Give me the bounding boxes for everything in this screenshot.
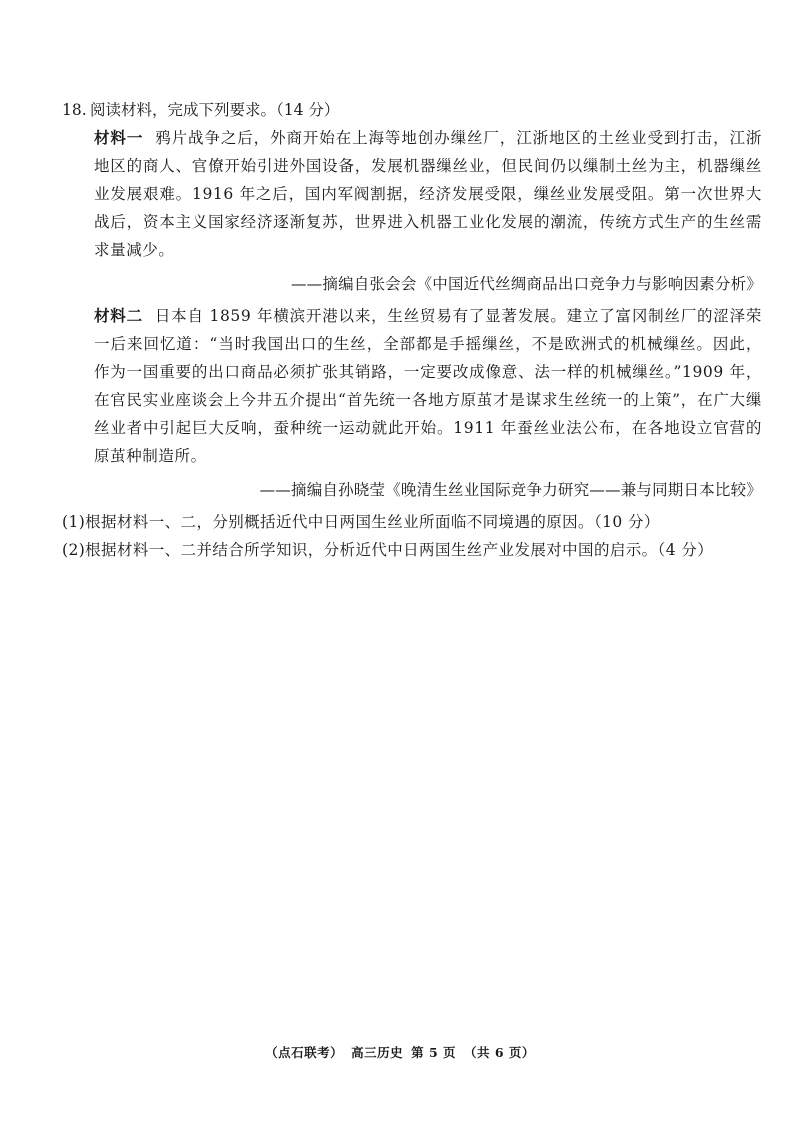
- material-2-source: ——摘编自孙晓莹《晚清生丝业国际竞争力研究——兼与同期日本比较》: [259, 481, 762, 499]
- footer-subject: 高三历史: [351, 1045, 404, 1060]
- material-1-text: 鸦片战争之后，外商开始在上海等地创办缫丝厂，江浙地区的土丝业受到打击，江浙地区的商人、官僚开始引进外国设备，发展机器缫丝业，但民间仍以缫制土丝为主，机器缫丝业发展艰难。1916 年之后，国内军阀割据，经济发展受限，缫丝业发展受阻。第一次世界大战后，资本主义国家经济逐渐复苏，世界进入机器工业化发展的潮流，传统方式生产的生丝需求量减少。: [94, 129, 762, 259]
- material-2-label: 材料二: [94, 306, 143, 325]
- footer-exam-name: （点石联考）: [265, 1045, 344, 1060]
- sub-question-2: (2)根据材料一、二并结合所学知识，分析近代中日两国生丝产业发展对中国的启示。（4 分）: [62, 541, 714, 559]
- question-number: 18.: [62, 101, 87, 119]
- material-2-text: 日本自 1859 年横滨开港以来，生丝贸易有了显著发展。建立了富冈制丝厂的涩泽荣一后来回忆道：“当时我国出口的生丝，全部都是手摇缫丝，不是欧洲式的机械缫丝。因此，作为一国重要的出口商品必须扩张其销路，一定要改成像意、法一样的机械缫丝。”1909 年，在官民实业座谈会上今井五介提出“首先统一各地方原茧才是谋求生丝统一的上策”，在广大缫丝业者中引起巨大反响，蚕种统一运动就此开始。1911 年蚕丝业法公布，在各地设立官营的原茧种制造所。: [94, 307, 762, 465]
- sub-question-1: (1)根据材料一、二，分别概括近代中日两国生丝业所面临不同境遇的原因。（10 分）: [62, 513, 660, 531]
- page-footer: [0, 1043, 800, 1061]
- question-title: 阅读材料，完成下列要求。（14 分）: [90, 101, 340, 119]
- footer-page-number: 第 5 页: [411, 1045, 457, 1060]
- question-header: [62, 96, 762, 124]
- material-1-label: 材料一: [94, 128, 144, 147]
- material-1: [94, 124, 762, 264]
- material-2: [94, 302, 762, 470]
- material-1-source: ——摘编自张会会《中国近代丝绸商品出口竞争力与影响因素分析》: [290, 275, 762, 293]
- question-18: [62, 96, 762, 564]
- footer-total-pages: （共 6 页）: [464, 1045, 535, 1060]
